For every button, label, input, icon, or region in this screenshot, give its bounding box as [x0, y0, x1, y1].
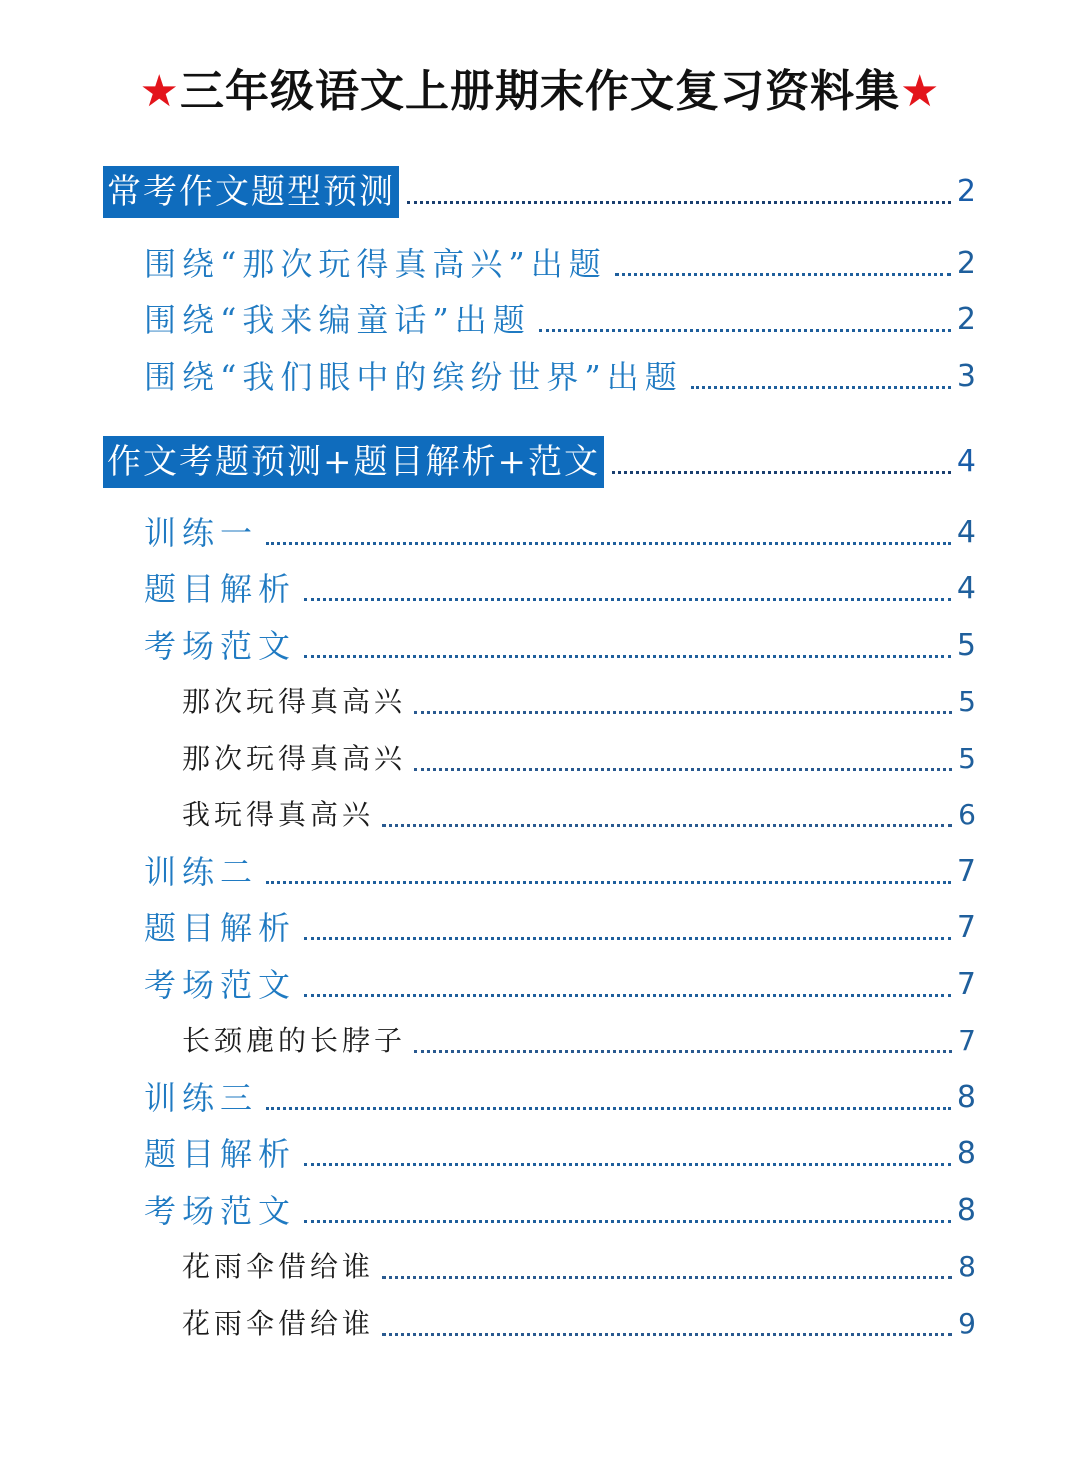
toc-entry-label: 训练一: [144, 514, 259, 552]
toc-entry-label: 训练三: [144, 1079, 259, 1117]
toc-entry-label: 我玩得真高兴: [182, 798, 375, 831]
toc-entry[interactable]: [144, 902, 976, 954]
toc-entry[interactable]: [144, 507, 976, 559]
dot-leader: [414, 711, 952, 714]
dot-leader: [266, 881, 951, 884]
toc-entry-label: 围绕“我们眼中的缤纷世界”出题: [144, 358, 683, 396]
toc-entry-page: 2: [956, 174, 976, 209]
dot-leader: [304, 1220, 951, 1223]
toc-entry-label: 作文考题预测+题目解析+范文: [103, 436, 604, 488]
toc-entry-page: 4: [956, 444, 976, 479]
toc-entry[interactable]: [182, 676, 976, 728]
star-icon: ★: [139, 66, 180, 117]
dot-leader: [266, 1107, 951, 1110]
toc-entry[interactable]: [144, 620, 976, 672]
toc-entry-page: 5: [958, 685, 976, 718]
dot-leader: [691, 386, 951, 389]
dot-leader: [407, 201, 951, 204]
dot-leader: [382, 824, 952, 827]
toc-entry-page: 2: [956, 246, 976, 281]
dot-leader: [304, 598, 951, 601]
toc-entry[interactable]: [144, 1072, 976, 1124]
dot-leader: [414, 768, 952, 771]
toc-entry-label: 花雨伞借给谁: [182, 1307, 375, 1340]
toc-entry-label: 那次玩得真高兴: [182, 685, 407, 718]
toc-entry-page: 6: [958, 798, 976, 831]
document-title-text: 三年级语文上册期末作文复习资料集: [180, 66, 900, 117]
toc-entry[interactable]: [103, 166, 976, 218]
dot-leader: [539, 329, 951, 332]
toc-entry-page: 7: [956, 910, 976, 945]
toc-entry[interactable]: [144, 351, 976, 403]
toc-entry[interactable]: [144, 846, 976, 898]
toc-entry-label: 围绕“我来编童话”出题: [144, 301, 531, 339]
star-icon: ★: [900, 66, 941, 117]
toc-entry-label: 题目解析: [144, 570, 297, 608]
dot-leader: [304, 1163, 951, 1166]
toc-entry-page: 2: [956, 302, 976, 337]
dot-leader: [615, 273, 951, 276]
dot-leader: [304, 937, 951, 940]
toc-entry-page: 4: [956, 571, 976, 606]
toc-entry[interactable]: [182, 1298, 976, 1350]
toc-entry-label: 常考作文题型预测: [103, 166, 399, 218]
dot-leader: [414, 1050, 952, 1053]
toc-entry[interactable]: [144, 294, 976, 346]
toc-entry[interactable]: [182, 789, 976, 841]
toc-entry[interactable]: [182, 1241, 976, 1293]
dot-leader: [304, 655, 951, 658]
toc-entry-label: 长颈鹿的长脖子: [182, 1024, 407, 1057]
toc-entry-page: 5: [958, 742, 976, 775]
toc-entry-page: 8: [956, 1136, 976, 1171]
toc-entry-page: 7: [956, 967, 976, 1002]
toc-entry[interactable]: [144, 1185, 976, 1237]
dot-leader: [382, 1276, 952, 1279]
toc-entry-label: 题目解析: [144, 1135, 297, 1173]
toc-entry-label: 考场范文: [144, 966, 297, 1004]
toc-entry-page: 9: [958, 1307, 976, 1340]
toc-entry-page: 8: [958, 1250, 976, 1283]
toc-entry-label: 那次玩得真高兴: [182, 742, 407, 775]
toc-entry[interactable]: [144, 1128, 976, 1180]
toc-entry-label: 花雨伞借给谁: [182, 1250, 375, 1283]
dot-leader: [304, 994, 951, 997]
dot-leader: [612, 471, 951, 474]
dot-leader: [266, 542, 951, 545]
toc-entry[interactable]: [144, 563, 976, 615]
toc-entry-page: 3: [956, 359, 976, 394]
toc-entry[interactable]: [103, 436, 976, 488]
toc-entry-label: 题目解析: [144, 909, 297, 947]
toc-entry-label: 训练二: [144, 853, 259, 891]
toc-entry[interactable]: [144, 238, 976, 290]
toc-entry-page: 8: [956, 1080, 976, 1115]
toc-entry-page: 4: [956, 515, 976, 550]
toc-entry[interactable]: [182, 733, 976, 785]
toc-entry-page: 8: [956, 1193, 976, 1228]
toc-entry-page: 7: [956, 854, 976, 889]
toc-entry-page: 5: [956, 628, 976, 663]
toc-entry[interactable]: [144, 959, 976, 1011]
dot-leader: [382, 1333, 952, 1336]
toc-entry-label: 考场范文: [144, 1192, 297, 1230]
toc-entry[interactable]: [182, 1015, 976, 1067]
toc-entry-page: 7: [958, 1024, 976, 1057]
toc-entry-label: 考场范文: [144, 627, 297, 665]
toc-entry-label: 围绕“那次玩得真高兴”出题: [144, 245, 607, 283]
